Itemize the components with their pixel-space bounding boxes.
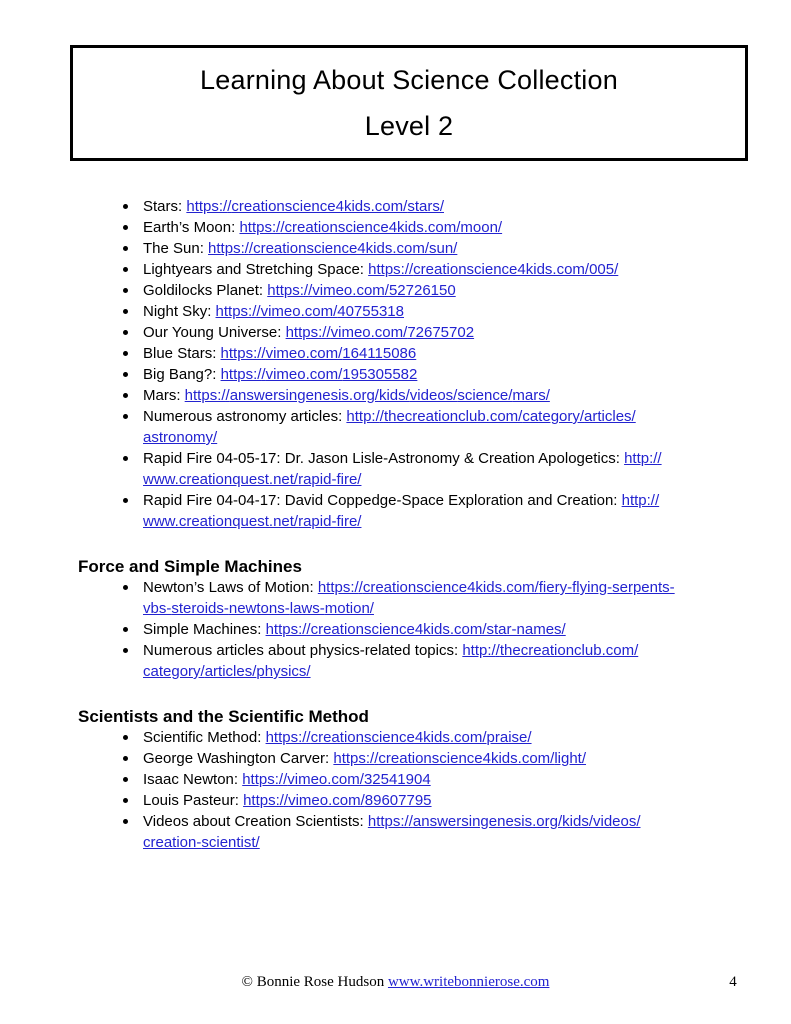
list-item [122,238,687,259]
item-link[interactable]: https://creationscience4kids.com/005/ [368,261,619,278]
item-label: Numerous articles about physics-related topics: [143,642,463,659]
page-title: Learning About Science Collection [200,65,618,95]
list-item [122,790,687,811]
list-item [122,811,687,853]
item-label: The Sun: [143,240,209,257]
item-label: Goldilocks Planet: [143,282,268,299]
item-label: Isaac Newton: [143,771,243,788]
item-link[interactable]: http://www.creationquest.net/rapid-fire/ [143,450,662,488]
list-item [122,406,687,448]
section-heading-scientists: Scientists and the Scientific Method [78,707,369,726]
item-label: Mars: [143,387,185,404]
item-label: Our Young Universe: [143,324,286,341]
item-link[interactable]: https://creationscience4kids.com/stars/ [186,198,444,215]
item-label: Rapid Fire 04-05-17: Dr. Jason Lisle-Astronomy & Creation Apologetics: [143,450,625,467]
list-item [122,619,687,640]
item-label: Simple Machines: [143,621,266,638]
item-label: Lightyears and Stretching Space: [143,261,369,278]
copyright-text: © Bonnie Rose Hudson [241,974,388,990]
item-link[interactable]: https://creationscience4kids.com/praise/ [265,729,532,746]
list-item [122,577,687,619]
item-link[interactable]: https://creationscience4kids.com/fiery-flying-serpents-vbs-steroids-newtons-laws-motion/ [143,579,675,617]
page-number: 4 [729,974,737,990]
list-item [122,727,687,748]
title-box [70,45,748,161]
footer [0,972,791,993]
item-label: Newton’s Laws of Motion: [143,579,318,596]
list-item [122,364,687,385]
item-link[interactable]: https://vimeo.com/32541904 [242,771,431,788]
item-link[interactable]: https://creationscience4kids.com/sun/ [208,240,458,257]
item-label: Numerous astronomy articles: [143,408,347,425]
item-link[interactable]: https://creationscience4kids.com/star-names/ [265,621,566,638]
item-link[interactable]: https://creationscience4kids.com/moon/ [239,219,503,236]
item-label: Louis Pasteur: [143,792,244,809]
list-item [122,259,687,280]
item-label: Big Bang?: [143,366,221,383]
item-label: Videos about Creation Scientists: [143,813,368,830]
item-link[interactable]: http://www.creationquest.net/rapid-fire/ [143,492,660,530]
item-link[interactable]: https://answersingenesis.org/kids/videos/science/mars/ [184,387,550,404]
item-link[interactable]: https://vimeo.com/40755318 [215,303,404,320]
item-label: George Washington Carver: [143,750,334,767]
item-link[interactable]: https://vimeo.com/52726150 [267,282,456,299]
list-item [122,280,687,301]
item-link[interactable]: https://vimeo.com/195305582 [220,366,418,383]
item-link[interactable]: https://creationscience4kids.com/light/ [333,750,587,767]
item-label: Stars: [143,198,187,215]
astronomy-link-list [122,196,687,532]
list-item [122,322,687,343]
item-label: Night Sky: [143,303,216,320]
list-item [122,640,687,682]
scientists-link-list [122,727,687,853]
page-subtitle: Level 2 [364,111,454,141]
footer-site-link[interactable]: www.writebonnierose.com [387,974,550,990]
item-link[interactable]: https://vimeo.com/164115086 [220,345,417,362]
item-label: Rapid Fire 04-04-17: David Coppedge-Space Exploration and Creation: [143,492,622,509]
item-label: Blue Stars: [143,345,221,362]
list-item [122,196,687,217]
item-label: Earth’s Moon: [143,219,240,236]
item-link[interactable]: https://vimeo.com/72675702 [285,324,475,341]
list-item [122,301,687,322]
list-item [122,343,687,364]
list-item [122,217,687,238]
section-heading-force-and-simple-machines: Force and Simple Machines [78,557,302,576]
list-item [122,490,687,532]
list-item [122,385,687,406]
list-item [122,769,687,790]
list-item [122,448,687,490]
item-link[interactable]: http://thecreationclub.com/category/articles/astronomy/ [143,408,636,446]
list-item [122,748,687,769]
item-link[interactable]: https://answersingenesis.org/kids/videos/creation-scientist/ [143,813,641,851]
item-link[interactable]: https://vimeo.com/89607795 [243,792,432,809]
document-body [78,196,726,853]
item-label: Scientific Method: [143,729,266,746]
force-link-list [122,577,687,682]
item-link[interactable]: http://thecreationclub.com/category/articles/physics/ [143,642,639,680]
